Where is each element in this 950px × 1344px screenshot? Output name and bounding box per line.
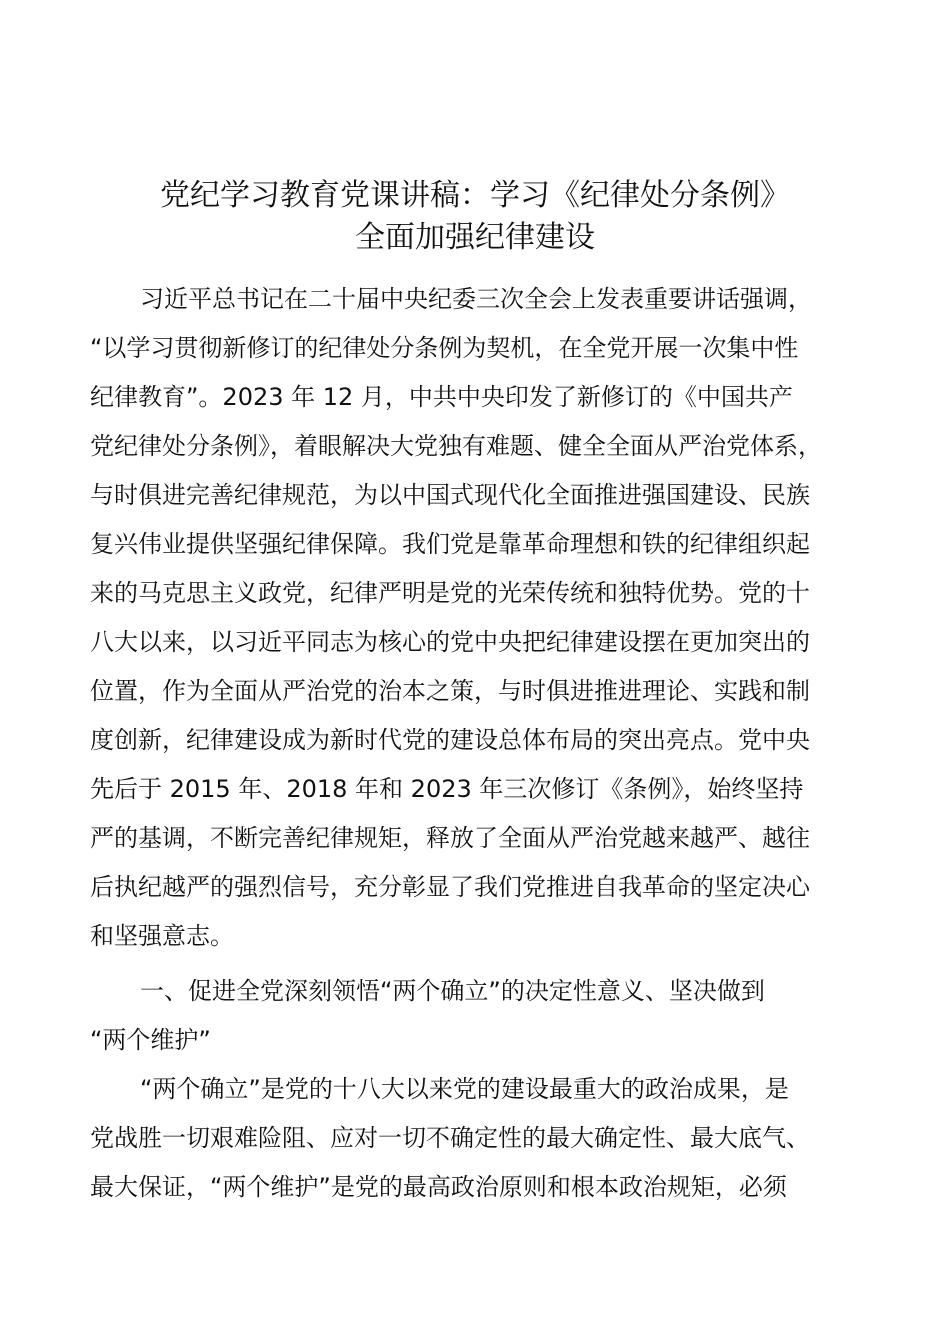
paragraph-line: 度创新，纪律建设成为新时代党的建设总体布局的突出亮点。党中央 [90,726,810,754]
paragraph-line: 先后于 2015 年、2018 年和 2023 年三次修订《条例》，始终坚持 [90,775,804,803]
paragraph-line: 八大以来，以习近平同志为核心的党中央把纪律建设摆在更加突出的 [90,628,810,656]
paragraph-line: 最大保证，“两个维护”是党的最高政治原则和根本政治规矩，必须 [90,1173,787,1201]
paragraph-line: 复兴伟业提供坚强纪律保障。我们党是靠革命理想和铁的纪律组织起 [90,530,810,558]
paragraph-line: 和坚强意志。 [90,922,234,950]
document-title-line-1: 党纪学习教育党课讲稿：学习《纪律处分条例》 [160,178,790,213]
paragraph-line: 党纪律处分条例》，着眼解决大党独有难题、健全全面从严治党体系， [90,432,822,460]
paragraph-line: 来的马克思主义政党，纪律严明是党的光荣传统和独特优势。党的十 [90,579,810,607]
heading-line: “两个维护” [90,1026,211,1054]
paragraph-line: “两个确立”是党的十八大以来党的建设最重大的政治成果，是 [140,1075,789,1103]
paragraph-line: 后执纪越严的强烈信号，充分彰显了我们党推进自我革命的坚定决心 [90,873,810,901]
paragraph-line: 与时俱进完善纪律规范，为以中国式现代化全面推进强国建设、民族 [90,481,810,509]
paragraph-line: 严的基调，不断完善纪律规矩，释放了全面从严治党越来越严、越往 [90,824,810,852]
paragraph-line: 习近平总书记在二十届中央纪委三次全会上发表重要讲话强调， [140,285,812,313]
paragraph-line: “以学习贯彻新修订的纪律处分条例为契机，在全党开展一次集中性 [90,334,799,362]
document-title-line-2: 全面加强纪律建设 [355,220,595,255]
heading-line: 一、促进全党深刻领悟“两个确立”的决定性意义、坚决做到 [140,977,765,1005]
paragraph-line: 纪律教育”。2023 年 12 月，中共中央印发了新修订的《中国共产 [90,383,793,411]
paragraph-line: 位置，作为全面从严治党的治本之策，与时俱进推进理论、实践和制 [90,677,810,705]
paragraph-line: 党战胜一切艰难险阻、应对一切不确定性的最大确定性、最大底气、 [90,1124,810,1152]
